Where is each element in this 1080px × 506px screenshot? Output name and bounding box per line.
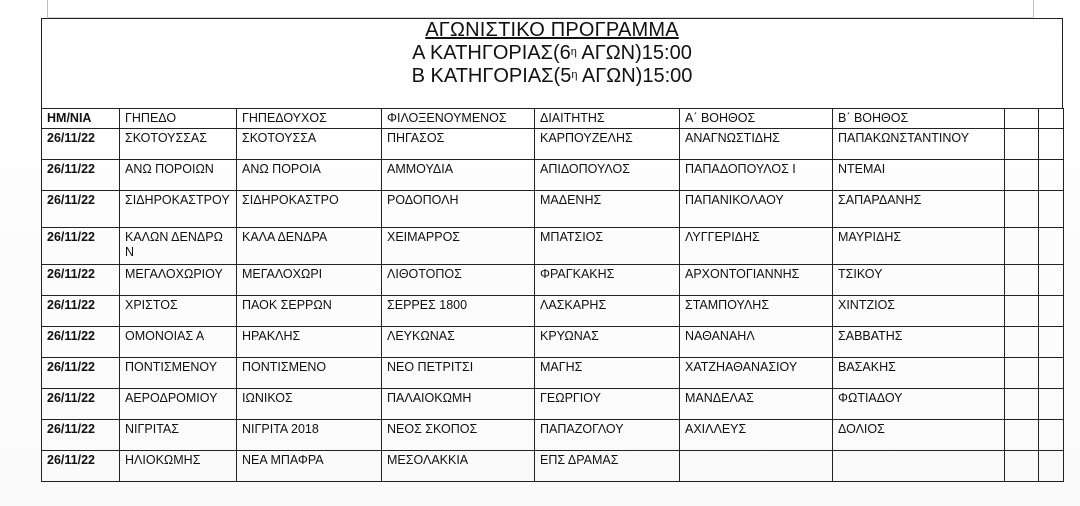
table-row — [42, 296, 1064, 327]
cell-col-extra-1 — [1005, 327, 1039, 358]
cell-col-extra-2 — [1039, 296, 1064, 327]
cell-col-assistant-2: ΜΑΥΡΙΔΗΣ — [833, 228, 1005, 265]
cell-col-date: 26/11/22 — [42, 327, 120, 358]
table-row — [42, 451, 1064, 482]
header-col-home: ΓΗΠΕΔΟΥΧΟΣ — [237, 109, 382, 129]
table-row — [42, 228, 1064, 265]
cell-col-home: ΑΝΩ ΠΟΡΟΙΑ — [237, 160, 382, 191]
header-col-extra-2 — [1039, 109, 1064, 129]
cell-col-extra-1 — [1005, 191, 1039, 228]
category-b-prefix: Β ΚΑΤΗΓΟΡΙΑΣ(5 — [411, 65, 572, 87]
cell-col-assistant-1: ΑΡΧΟΝΤΟΓΙΑΝΝΗΣ — [680, 265, 833, 296]
cell-col-away: ΛΙΘΟΤΟΠΟΣ — [382, 265, 535, 296]
cell-col-extra-2 — [1039, 358, 1064, 389]
cell-col-date: 26/11/22 — [42, 296, 120, 327]
schedule-header — [41, 18, 1063, 109]
cell-col-referee: ΚΑΡΠΟΥΖΕΛΗΣ — [535, 129, 680, 160]
cell-col-date: 26/11/22 — [42, 191, 120, 228]
cell-col-home: ΗΡΑΚΛΗΣ — [237, 327, 382, 358]
cell-col-away: ΠΑΛΑΙΟΚΩΜΗ — [382, 389, 535, 420]
table-row — [42, 389, 1064, 420]
cell-col-stadium: ΧΡΙΣΤΟΣ — [120, 296, 237, 327]
cell-col-extra-2 — [1039, 228, 1064, 265]
table-row — [42, 129, 1064, 160]
category-a-suffix: ΑΓΩΝ)15:00 — [576, 42, 692, 64]
cell-col-home: ΜΕΓΑΛΟΧΩΡΙ — [237, 265, 382, 296]
cell-col-extra-2 — [1039, 327, 1064, 358]
table-row — [42, 420, 1064, 451]
cell-col-stadium: ΚΑΛΩΝ ΔΕΝΔΡΩΝ — [120, 228, 237, 265]
cell-col-extra-2 — [1039, 160, 1064, 191]
cell-col-assistant-2: ΒΑΣΑΚΗΣ — [833, 358, 1005, 389]
cell-col-referee: ΜΑΓΗΣ — [535, 358, 680, 389]
cell-col-assistant-1: ΠΑΠΑΔΟΠΟΥΛΟΣ Ι — [680, 160, 833, 191]
cell-col-date: 26/11/22 — [42, 420, 120, 451]
cell-col-assistant-1: ΑΝΑΓΝΩΣΤΙΔΗΣ — [680, 129, 833, 160]
cell-col-assistant-1: ΝΑΘΑΝΑΗΛ — [680, 327, 833, 358]
table-row — [42, 358, 1064, 389]
cell-col-assistant-1: ΜΑΝΔΕΛΑΣ — [680, 389, 833, 420]
cell-col-extra-1 — [1005, 129, 1039, 160]
cell-col-home: ΠΟΝΤΙΣΜΕΝΟ — [237, 358, 382, 389]
cell-col-extra-2 — [1039, 451, 1064, 482]
cell-col-extra-2 — [1039, 129, 1064, 160]
category-a-line — [42, 42, 1062, 65]
cell-col-assistant-2: ΤΣΙΚΟΥ — [833, 265, 1005, 296]
cell-col-assistant-2: ΣΑΒΒΑΤΗΣ — [833, 327, 1005, 358]
cell-col-away: ΠΗΓΑΣΟΣ — [382, 129, 535, 160]
cell-col-away: ΑΜΜΟΥΔΙΑ — [382, 160, 535, 191]
cell-col-assistant-2: ΧΙΝΤΖΙΟΣ — [833, 296, 1005, 327]
table-row — [42, 265, 1064, 296]
cell-col-date: 26/11/22 — [42, 160, 120, 191]
cell-col-away: ΣΕΡΡΕΣ 1800 — [382, 296, 535, 327]
cell-col-referee: ΦΡΑΓΚΑΚΗΣ — [535, 265, 680, 296]
cell-col-referee: ΠΑΠΑΖΟΓΛΟΥ — [535, 420, 680, 451]
cell-col-referee: ΛΑΣΚΑΡΗΣ — [535, 296, 680, 327]
cell-col-stadium: ΝΙΓΡΙΤΑΣ — [120, 420, 237, 451]
header-col-away: ΦΙΛΟΞΕΝΟΥΜΕΝΟΣ — [382, 109, 535, 129]
cell-col-home: ΣΙΔΗΡΟΚΑΣΤΡΟ — [237, 191, 382, 228]
cell-col-away: ΝΕΟΣ ΣΚΟΠΟΣ — [382, 420, 535, 451]
cell-col-assistant-1: ΣΤΑΜΠΟΥΛΗΣ — [680, 296, 833, 327]
table-row — [42, 160, 1064, 191]
category-b-suffix: ΑΓΩΝ)15:00 — [577, 65, 693, 87]
header-col-referee: ΔΙΑΙΤΗΤΗΣ — [535, 109, 680, 129]
table-header-row — [42, 109, 1064, 129]
cell-col-date: 26/11/22 — [42, 228, 120, 265]
cell-col-extra-2 — [1039, 420, 1064, 451]
category-a-prefix: Α ΚΑΤΗΓΟΡΙΑΣ(6 — [412, 42, 571, 64]
cell-col-extra-1 — [1005, 389, 1039, 420]
cell-col-home: ΚΑΛΑ ΔΕΝΔΡΑ — [237, 228, 382, 265]
cell-col-extra-2 — [1039, 191, 1064, 228]
cell-col-referee: ΜΠΑΤΣΙΟΣ — [535, 228, 680, 265]
cell-col-date: 26/11/22 — [42, 129, 120, 160]
header-col-assistant-1: Α΄ ΒΟΗΘΟΣ — [680, 109, 833, 129]
cell-col-assistant-2: ΦΩΤΙΑΔΟΥ — [833, 389, 1005, 420]
cell-col-away: ΡΟΔΟΠΟΛΗ — [382, 191, 535, 228]
cell-col-stadium: ΣΙΔΗΡΟΚΑΣΤΡΟΥ — [120, 191, 237, 228]
cell-col-extra-1 — [1005, 420, 1039, 451]
cell-col-date: 26/11/22 — [42, 265, 120, 296]
cell-col-assistant-1 — [680, 451, 833, 482]
header-col-date: ΗΜ/ΝΙΑ — [42, 109, 120, 129]
cell-col-assistant-2: ΠΑΠΑΚΩΝΣΤΑΝΤΙΝΟΥ — [833, 129, 1005, 160]
cell-col-assistant-2: ΔΟΛΙΟΣ — [833, 420, 1005, 451]
cell-col-date: 26/11/22 — [42, 358, 120, 389]
cell-col-away: ΜΕΣΟΛΑΚΚΙΑ — [382, 451, 535, 482]
cell-col-away: ΝΕΟ ΠΕΤΡΙΤΣΙ — [382, 358, 535, 389]
schedule-title: ΑΓΩΝΙΣΤΙΚΟ ΠΡΟΓΡΑΜΜΑ — [425, 19, 679, 41]
match-schedule-table — [41, 108, 1064, 482]
cell-col-assistant-2: ΣΑΠΑΡΔΑΝΗΣ — [833, 191, 1005, 228]
cell-col-referee: ΜΑΔΕΝΗΣ — [535, 191, 680, 228]
table-row — [42, 327, 1064, 358]
cell-col-stadium: ΑΕΡΟΔΡΟΜΙΟΥ — [120, 389, 237, 420]
cell-col-date: 26/11/22 — [42, 451, 120, 482]
cell-col-home: ΣΚΟΤΟΥΣΣΑ — [237, 129, 382, 160]
cell-col-extra-1 — [1005, 358, 1039, 389]
cell-col-stadium: ΑΝΩ ΠΟΡΟΙΩΝ — [120, 160, 237, 191]
cell-col-away: ΛΕΥΚΩΝΑΣ — [382, 327, 535, 358]
cell-col-stadium: ΗΛΙΟΚΩΜΗΣ — [120, 451, 237, 482]
cell-col-stadium: ΜΕΓΑΛΟΧΩΡΙΟΥ — [120, 265, 237, 296]
cell-col-assistant-2: ΝΤΕΜΑΙ — [833, 160, 1005, 191]
cell-col-extra-2 — [1039, 389, 1064, 420]
header-col-assistant-2: Β΄ ΒΟΗΘΟΣ — [833, 109, 1005, 129]
cell-col-home: ΝΕΑ ΜΠΑΦΡΑ — [237, 451, 382, 482]
cell-col-extra-1 — [1005, 451, 1039, 482]
header-col-stadium: ΓΗΠΕΔΟ — [120, 109, 237, 129]
cell-col-stadium: ΣΚΟΤΟΥΣΣΑΣ — [120, 129, 237, 160]
cell-col-extra-1 — [1005, 296, 1039, 327]
page-guide-left — [47, 0, 48, 18]
cell-col-stadium: ΠΟΝΤΙΣΜΕΝΟΥ — [120, 358, 237, 389]
category-b-line — [42, 65, 1062, 88]
cell-col-assistant-1: ΧΑΤΖΗΑΘΑΝΑΣΙΟΥ — [680, 358, 833, 389]
cell-col-referee: ΑΠΙΔΟΠΟΥΛΟΣ — [535, 160, 680, 191]
cell-col-extra-1 — [1005, 265, 1039, 296]
cell-col-home: ΝΙΓΡΙΤΑ 2018 — [237, 420, 382, 451]
cell-col-date: 26/11/22 — [42, 389, 120, 420]
cell-col-referee: ΓΕΩΡΓΙΟΥ — [535, 389, 680, 420]
cell-col-stadium: ΟΜΟΝΟΙΑΣ Α — [120, 327, 237, 358]
cell-col-referee: ΕΠΣ ΔΡΑΜΑΣ — [535, 451, 680, 482]
cell-col-assistant-1: ΠΑΠΑΝΙΚΟΛΑΟΥ — [680, 191, 833, 228]
cell-col-assistant-1: ΛΥΓΓΕΡΙΔΗΣ — [680, 228, 833, 265]
cell-col-home: ΠΑΟΚ ΣΕΡΡΩΝ — [237, 296, 382, 327]
page-guide-right — [1033, 0, 1034, 18]
category-a-superscript: η — [570, 46, 577, 58]
category-b-superscript: η — [571, 69, 578, 81]
header-col-extra-1 — [1005, 109, 1039, 129]
cell-col-referee: ΚΡΥΩΝΑΣ — [535, 327, 680, 358]
cell-col-extra-1 — [1005, 160, 1039, 191]
cell-col-assistant-1: ΑΧΙΛΛΕΥΣ — [680, 420, 833, 451]
cell-col-assistant-2 — [833, 451, 1005, 482]
cell-col-extra-1 — [1005, 228, 1039, 265]
cell-col-away: ΧΕΙΜΑΡΡΟΣ — [382, 228, 535, 265]
table-row — [42, 191, 1064, 228]
cell-col-extra-2 — [1039, 265, 1064, 296]
cell-col-home: ΙΩΝΙΚΟΣ — [237, 389, 382, 420]
